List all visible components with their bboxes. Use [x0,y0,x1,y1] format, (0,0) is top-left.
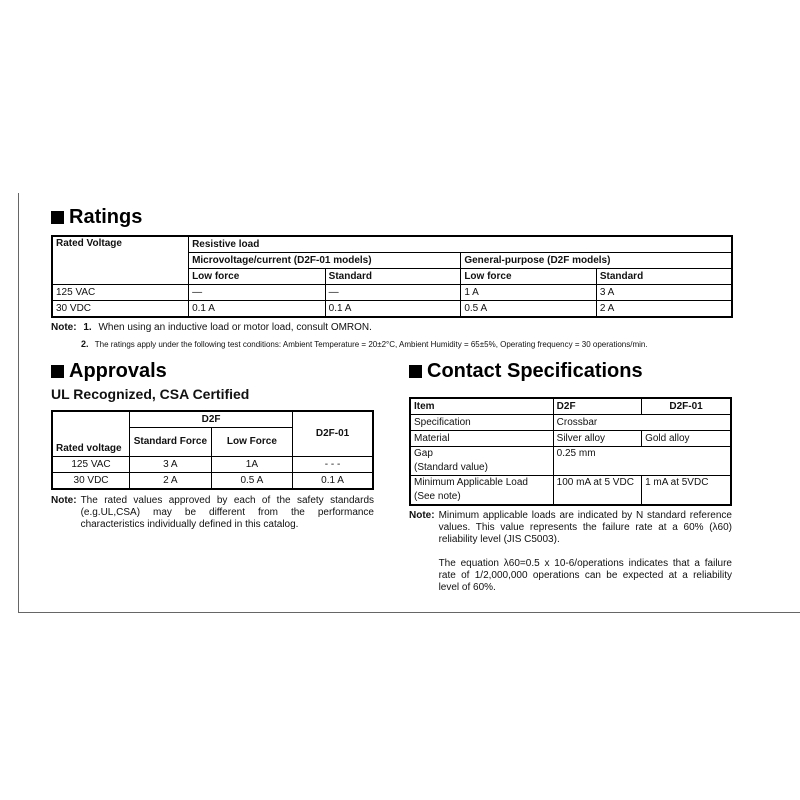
cell-line: (Standard value) [414,462,488,473]
note-number: 2. [81,339,89,349]
table-cell: 30 VDC [52,473,130,490]
table-row [410,447,731,476]
page-border-bottom [18,612,800,613]
table-row [410,476,731,506]
square-bullet-icon [51,365,64,378]
approvals-title: Approvals [69,360,167,382]
approvals-header-d2f01: D2F-01 [293,411,373,457]
contact-title: Contact Specifications [427,360,643,382]
cell-line: (See note) [414,491,461,502]
ratings-header-resistive-load: Resistive load [189,236,732,253]
page-border-left [18,193,19,613]
approvals-header-standard-force: Standard Force [130,428,212,457]
contact-note [409,510,732,594]
ratings-note-1 [51,322,751,334]
table-cell: 0.1 A [293,473,373,490]
approvals-heading [51,360,167,383]
table-cell: 0.1 A [325,301,461,318]
ratings-heading [51,206,142,229]
note-text: The ratings apply under the following test conditions: Ambient Temperature = 20±2°C, Ambient Humidity = 65±5%, Operating frequency = 30 operations/min. [94,340,648,349]
ratings-header-standard: Standard [325,269,461,285]
table-cell: 3 A [596,285,732,301]
ratings-header-standard: Standard [596,269,732,285]
contact-heading [409,360,643,383]
contact-header-d2f01: D2F-01 [642,398,731,415]
table-cell: 1 A [461,285,597,301]
table-cell: 125 VAC [52,285,189,301]
contact-specifications-table [409,397,732,506]
approvals-header-d2f: D2F [130,411,293,428]
table-row [410,415,731,431]
table-cell: 0.1 A [189,301,326,318]
ratings-header-rated-voltage: Rated Voltage [52,236,189,285]
table-cell: 0.25 mm [553,447,731,476]
table-cell: 2 A [130,473,212,490]
approvals-subtitle: UL Recognized, CSA Certified [51,386,250,402]
square-bullet-icon [51,211,64,224]
table-cell: 125 VAC [52,457,130,473]
table-cell: Crossbar [553,415,731,431]
table-cell: 0.5 A [211,473,292,490]
table-row [52,457,373,473]
approvals-table [51,410,374,490]
contact-header-d2f: D2F [553,398,641,415]
note-text: The equation λ60=0.5 x 10-6/operations indicates that a failure rate of 1/2,000,000 operations can be expected at a reliability level of 60%. [438,558,732,593]
ratings-title: Ratings [69,206,143,228]
approvals-header-rated-voltage: Rated voltage [52,411,130,457]
contact-header-item: Item [410,398,553,415]
note-label: Note: [409,510,435,521]
approvals-header-low-force: Low Force [211,428,292,457]
table-cell: 30 VDC [52,301,189,318]
note-text: Minimum applicable loads are indicated by N standard reference values. This value represents the failure rate at a 60% (λ60) reliability level (JIS C5003). [438,510,732,545]
table-cell [410,447,553,476]
ratings-note-2 [81,338,781,351]
ratings-header-low-force: Low force [461,269,597,285]
cell-line: Minimum Applicable Load [414,477,528,488]
ratings-header-general-purpose: General-purpose (D2F models) [461,253,732,269]
table-cell: 3 A [130,457,212,473]
cell-line: Gap [414,448,433,459]
table-cell: — [325,285,461,301]
note-label: Note: [51,495,77,506]
table-cell: - - - [293,457,373,473]
table-cell: — [189,285,326,301]
table-cell: 100 mA at 5 VDC [553,476,641,506]
table-cell [410,476,553,506]
note-text: The rated values approved by each of the safety standards (e.g.UL,CSA) may be different from the performance characteristics individually defined in this catalog. [80,495,374,530]
ratings-header-microvoltage: Microvoltage/current (D2F-01 models) [189,253,461,269]
table-row [410,431,731,447]
table-cell: 0.5 A [461,301,597,318]
table-row [52,285,732,301]
table-cell: Silver alloy [553,431,641,447]
table-cell: 2 A [596,301,732,318]
square-bullet-icon [409,365,422,378]
table-cell: 1A [211,457,292,473]
table-row [52,301,732,318]
table-row [52,473,373,490]
ratings-table [51,235,733,318]
table-cell: Gold alloy [642,431,731,447]
table-cell: Material [410,431,553,447]
note-number: 1. [83,322,92,333]
ratings-header-low-force: Low force [189,269,326,285]
approvals-note [51,495,374,531]
note-label: Note: [51,322,77,333]
table-cell: Specification [410,415,553,431]
table-cell: 1 mA at 5VDC [642,476,731,506]
note-text: When using an inductive load or motor load, consult OMRON. [98,322,372,333]
